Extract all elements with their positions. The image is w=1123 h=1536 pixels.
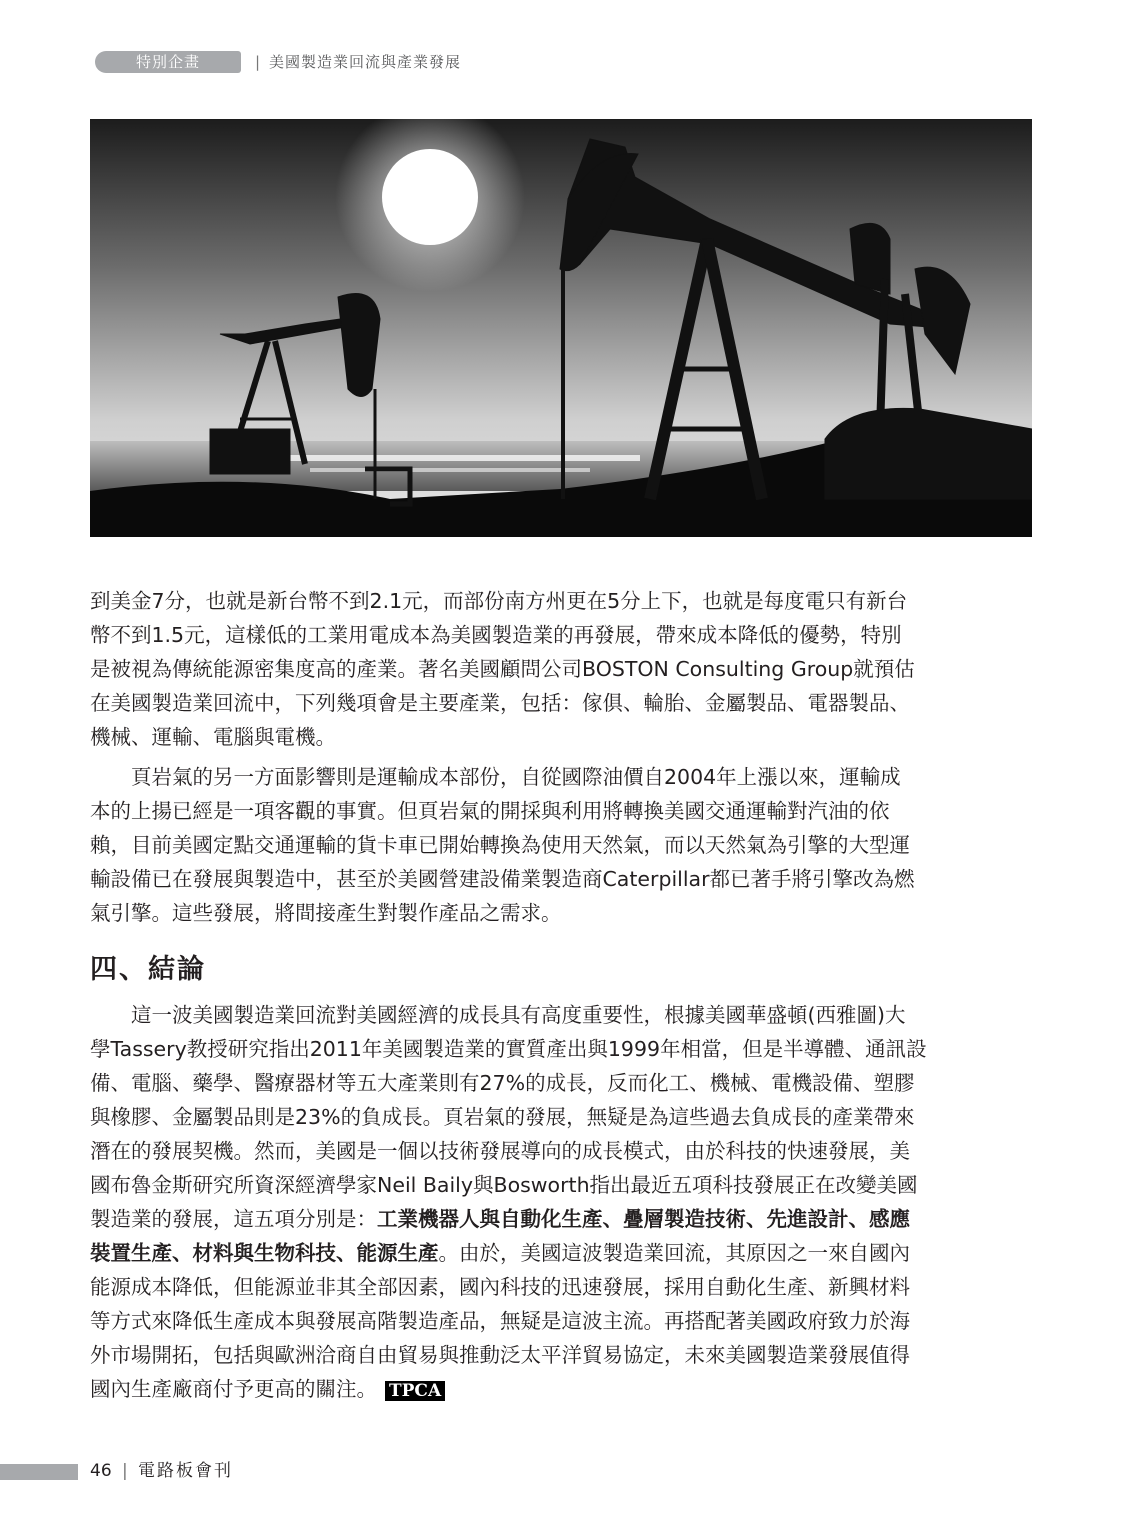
text-line: 學Tassery教授研究指出2011年美國製造業的實質產出與1999年相當，但是半導體、通訊設 [90,1037,927,1061]
section-heading-conclusion: 四、結論 [90,954,206,985]
text-run: 。由於，美國這波製造業回流，其原因之一來自國內 [438,1241,910,1265]
text-line: 本的上揚已經是一項客觀的事實。但頁岩氣的開採與利用將轉換美國交通運輸對汽油的依 [90,799,890,823]
text-line: 這一波美國製造業回流對美國經濟的成長具有高度重要性，根據美國華盛頓(西雅圖)大 [90,1003,906,1027]
text-line: 備、電腦、藥學、醫療器材等五大產業則有27%的成長，反而化工、機械、電機設備、塑膠 [90,1071,915,1095]
oil-pumpjack-sunset-photo [90,119,1032,537]
paragraph-transport-cost [90,760,1032,930]
section-tag: 特別企畫 [95,51,241,73]
text-line: 國布魯金斯研究所資深經濟學家Neil Baily與Bosworth指出最近五項科技發展正在改變美國 [90,1173,918,1197]
text-line: 到美金7分，也就是新台幣不到2.1元，而部份南方州更在5分上下，也就是每度電只有新台 [90,589,908,613]
text-line: 輸設備已在發展與製造中，甚至於美國營建設備業製造商Caterpillar都已著手將引擎改為燃 [90,867,915,891]
page-number: 46 [90,1461,112,1481]
text-run: 國內生產廠商付予更高的關注。 [90,1377,377,1401]
text-line: 等方式來降低生產成本與發展高階製造產品，無疑是這波主流。再搭配著美國政府致力於海 [90,1309,910,1333]
hero-image [90,119,1032,537]
header-separator: | [255,53,261,71]
emphasis-text: 裝置生產、材料與生物科技、能源生產 [90,1241,439,1265]
text-line [90,1372,1032,1406]
tpca-end-badge: TPCA [385,1381,445,1401]
text-line: 賴，目前美國定點交通運輸的貨卡車已開始轉換為使用天然氣，而以天然氣為引擎的大型運 [90,833,910,857]
footer-separator: | [122,1461,128,1481]
text-line: 在美國製造業回流中，下列幾項會是主要產業，包括：傢俱、輪胎、金屬製品、電器製品、 [90,691,910,715]
text-line: 是被視為傳統能源密集度高的產業。著名美國顧問公司BOSTON Consulting Group就預估 [90,657,915,681]
publication-name: 電路板會刊 [138,1461,233,1481]
text-line: 氣引擎。這些發展，將間接產生對製作產品之需求。 [90,901,562,925]
paragraph-electricity-cost [90,584,1032,754]
text-line: 幣不到1.5元，這樣低的工業用電成本為美國製造業的再發展，帶來成本降低的優勢，特別 [90,623,902,647]
text-line: 與橡膠、金屬製品則是23%的負成長。頁岩氣的發展，無疑是為這些過去負成長的產業帶來 [90,1105,915,1129]
paragraph-conclusion [90,998,1032,1406]
text-line: 機械、運輸、電腦與電機。 [90,725,336,749]
text-run: 製造業的發展，這五項分別是： [90,1207,377,1231]
emphasis-text: 工業機器人與自動化生產、疊層製造技術、先進設計、感應 [377,1207,910,1231]
text-line: 外市場開拓，包括與歐洲洽商自由貿易與推動泛太平洋貿易協定，未來美國製造業發展值得 [90,1343,910,1367]
text-line: 頁岩氣的另一方面影響則是運輸成本部份，自從國際油價自2004年上漲以來，運輸成 [90,765,901,789]
text-line: 能源成本降低，但能源並非其全部因素，國內科技的迅速發展，採用自動化生產、新興材料 [90,1275,910,1299]
text-line [90,1236,1032,1270]
footer-bar [0,1464,78,1480]
text-line [90,1202,1032,1236]
text-line: 潛在的發展契機。然而，美國是一個以技術發展導向的成長模式，由於科技的快速發展，美 [90,1139,910,1163]
header-title: 美國製造業回流與產業發展 [269,53,462,71]
